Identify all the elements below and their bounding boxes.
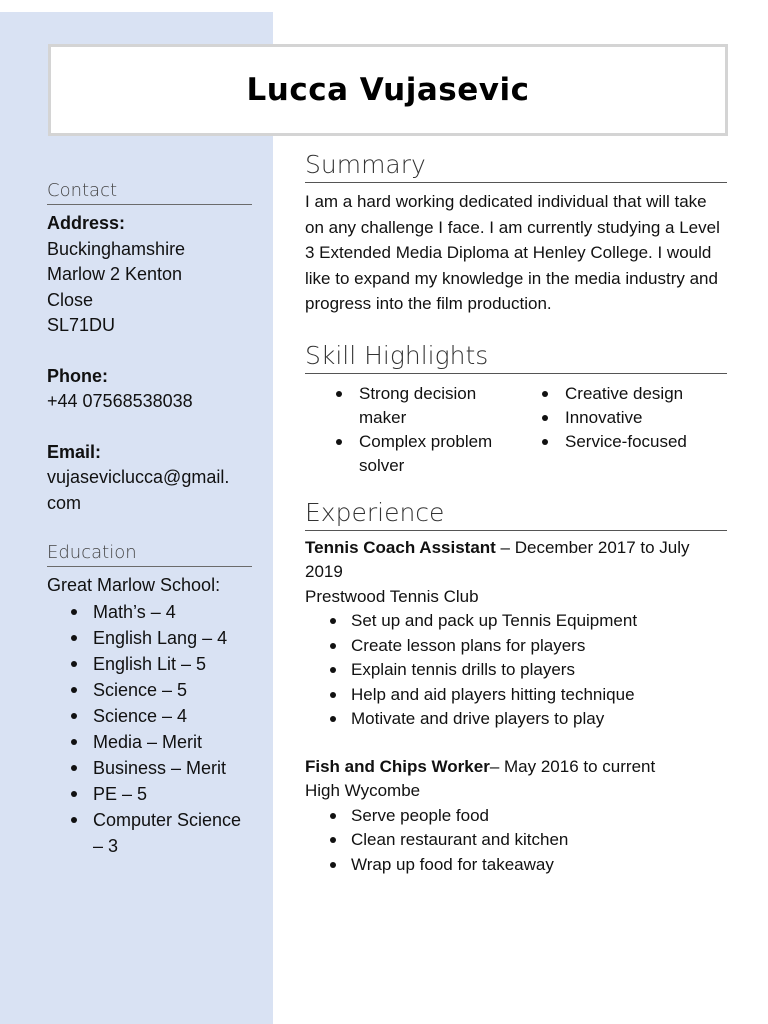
grade-item: Science – 5: [47, 677, 252, 703]
skills-column-1: [305, 382, 511, 478]
job-entry: [305, 536, 727, 732]
grade-item: Science – 4: [47, 703, 252, 729]
address-label: Address:: [47, 213, 126, 233]
job-title: Fish and Chips Worker: [305, 756, 490, 776]
skill-item: Creative design: [511, 382, 687, 406]
grade-item: Media – Merit: [47, 729, 252, 755]
school-name: Great Marlow School:: [47, 575, 221, 595]
skill-item: Innovative: [511, 406, 687, 430]
job-dates: – May 2016 to current: [489, 756, 656, 776]
grade-item: Computer Science – 3: [47, 807, 252, 859]
left-column: [47, 180, 252, 859]
duty-item: Set up and pack up Tennis Equipment: [305, 609, 727, 634]
duty-item: Motivate and drive players to play: [305, 707, 727, 732]
email-label: Email:: [47, 441, 102, 462]
duty-item: Clean restaurant and kitchen: [305, 828, 727, 853]
phone-number: +44 07568538038: [47, 391, 193, 411]
experience-heading: Experience: [305, 498, 727, 531]
name-header: [48, 44, 728, 136]
job-employer: Prestwood Tennis Club: [305, 586, 479, 606]
skill-item: Complex problem solver: [305, 430, 511, 478]
job-dates: – December 2017 to July 2019: [305, 537, 690, 581]
duty-item: Create lesson plans for players: [305, 634, 727, 659]
grade-item: English Lit – 5: [47, 651, 252, 677]
skills-heading: Skill Highlights: [305, 341, 727, 374]
job-header: [305, 536, 727, 585]
phone-block: [47, 364, 252, 415]
address-line: SL71DU: [47, 315, 116, 335]
job-employer: High Wycombe: [305, 781, 421, 800]
duty-item: Wrap up food for takeaway: [305, 853, 727, 878]
job-duties: [305, 804, 727, 878]
skill-item: Strong decision maker: [305, 382, 511, 430]
email-block: [47, 440, 252, 517]
skill-item: Service-focused: [511, 430, 687, 454]
address-line: Buckinghamshire: [47, 238, 186, 259]
grade-item: English Lang – 4: [47, 625, 252, 651]
contact-heading: Contact: [47, 180, 252, 205]
job-header: [305, 755, 727, 780]
job-title: Tennis Coach Assistant: [305, 537, 496, 557]
skills-list: [305, 382, 727, 478]
duty-item: Serve people food: [305, 804, 727, 829]
education-heading: Education: [47, 542, 252, 567]
skills-column-2: [511, 382, 687, 478]
address-block: [47, 211, 252, 339]
grade-item: Math’s – 4: [47, 599, 252, 625]
email-address-line: com: [47, 492, 82, 513]
summary-heading: Summary: [305, 150, 727, 183]
candidate-name: Lucca Vujasevic: [246, 72, 530, 108]
duty-item: Help and aid players hitting technique: [305, 683, 727, 708]
summary-text: I am a hard working dedicated individual that will take on any challenge I face. I am currently studying a Level 3 Extended Media Diploma at Henley College. I would like to expand my knowledge in the media industry and progress into the film production.: [305, 192, 720, 313]
grade-item: PE – 5: [47, 781, 252, 807]
email-address-line: vujaseviclucca@gmail.: [47, 467, 230, 487]
duty-item: Explain tennis drills to players: [305, 658, 727, 683]
grade-item: Business – Merit: [47, 755, 252, 781]
address-line: Marlow 2 Kenton: [47, 264, 183, 284]
phone-label: Phone:: [47, 365, 108, 386]
grades-list: [47, 599, 252, 859]
job-duties: [305, 609, 727, 732]
job-entry: [305, 755, 727, 878]
address-line: Close: [47, 289, 94, 310]
right-column: [305, 150, 727, 877]
